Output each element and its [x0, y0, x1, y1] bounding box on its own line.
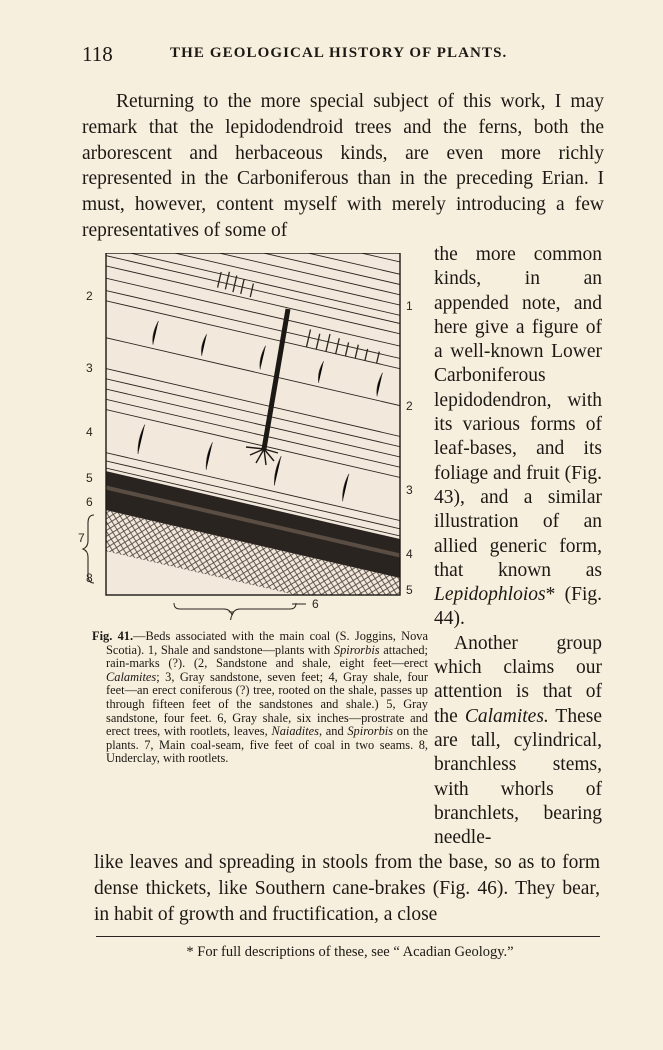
side-text-2a: Another group which claims our attention is that of the	[434, 632, 602, 727]
figure-label-right-4: 4	[406, 547, 413, 561]
figure-41	[78, 253, 418, 633]
figure-label-right-5: 5	[406, 583, 413, 597]
caption-text-5: on the plants. 7, Main coal-seam, five feet of coal in two seams. 8, Underclay, with rootlets.	[106, 724, 428, 766]
footnote-rule	[96, 936, 600, 937]
caption-label: Fig. 41.	[92, 629, 134, 643]
figure-label-right-3: 3	[406, 483, 413, 497]
caption-italic-3: Naiadites	[271, 724, 319, 739]
caption-text-4: , and	[318, 724, 348, 739]
figure-label-left-5: 5	[86, 471, 93, 485]
side-italic-2: Calamites.	[464, 705, 549, 727]
figure-label-left-8: 8	[86, 571, 93, 585]
side-text-1-end: * (Fig. 44).	[434, 584, 602, 630]
figure-label-left-3: 3	[86, 361, 93, 375]
page-header	[82, 42, 532, 68]
running-title: THE GEOLOGICAL HISTORY OF PLANTS.	[170, 45, 508, 61]
figure-label-bottom-7: 7	[228, 609, 235, 623]
tail-paragraph: like leaves and spreading in stools from the base, so as to form dense thickets, like Southern cane-brakes (Fig. 46). They bear, in habit of growth and fructification, a close	[94, 852, 600, 925]
figure-label-left-7: 7	[78, 531, 85, 545]
caption-text-3: ; 3, Gray sandstone, seven feet; 4, Gray shale, four feet—an erect coniferous (?) tree, rooted on the shale, passes up through fifteen feet of the sandstones and shale.) 5, Gray sandstone, four feet. 6, Gray shale, six inches—prostrate and erect trees, with rootlets, leaves,	[106, 669, 428, 739]
side-text-1: the more common kinds, in an appended note, and here give a figure of a well-known Lower Carboniferous lepidodendron, with its various forms of leaf-bases, and its foliage and fruit (Fig. 43), and a similar illustration of an allied generic form, that known as	[434, 244, 602, 581]
side-paragraph-1	[434, 243, 602, 632]
caption-text-2: attached; rain-marks (?). (2, Sandstone and shale, eight feet—erect	[106, 642, 428, 671]
caption-italic-2: Calamites	[106, 669, 157, 684]
strata-illustration	[78, 253, 418, 623]
footnote: * For full descriptions of these, see “ Acadian Geology.”	[186, 944, 514, 960]
figure-caption	[92, 630, 428, 766]
side-column	[434, 243, 602, 850]
figure-label-right-1: 1	[406, 299, 413, 313]
caption-italic-1: Spirorbis	[333, 642, 380, 657]
caption-italic-4: Spirorbis	[347, 724, 394, 739]
side-paragraph-2	[434, 632, 602, 851]
figure-label-left-6: 6	[86, 495, 93, 509]
side-text-2b: These are tall, cylindrical, branchless stems, with whorls of branchlets, bearing needle-	[434, 705, 602, 849]
figure-label-bottom-6: 6	[312, 597, 319, 611]
figure-label-left-4: 4	[86, 425, 93, 439]
side-italic-1: Lepidophloios	[434, 584, 546, 606]
caption-text-1: —Beds associated with the main coal (S. Joggins, Nova Scotia). 1, Shale and sandstone—plants with	[106, 629, 429, 657]
figure-label-left-2: 2	[86, 289, 93, 303]
figure-label-right-2: 2	[406, 399, 413, 413]
intro-paragraph: Returning to the more special subject of this work, I may remark that the lepidodendroid trees and the ferns, both the arborescent and herbaceous kinds, are even more richly represented in the Carboniferous than in the preceding Erian. I must, however, content myself with merely introducing a few representatives of some of	[82, 91, 604, 241]
page-number: 118	[82, 42, 113, 66]
